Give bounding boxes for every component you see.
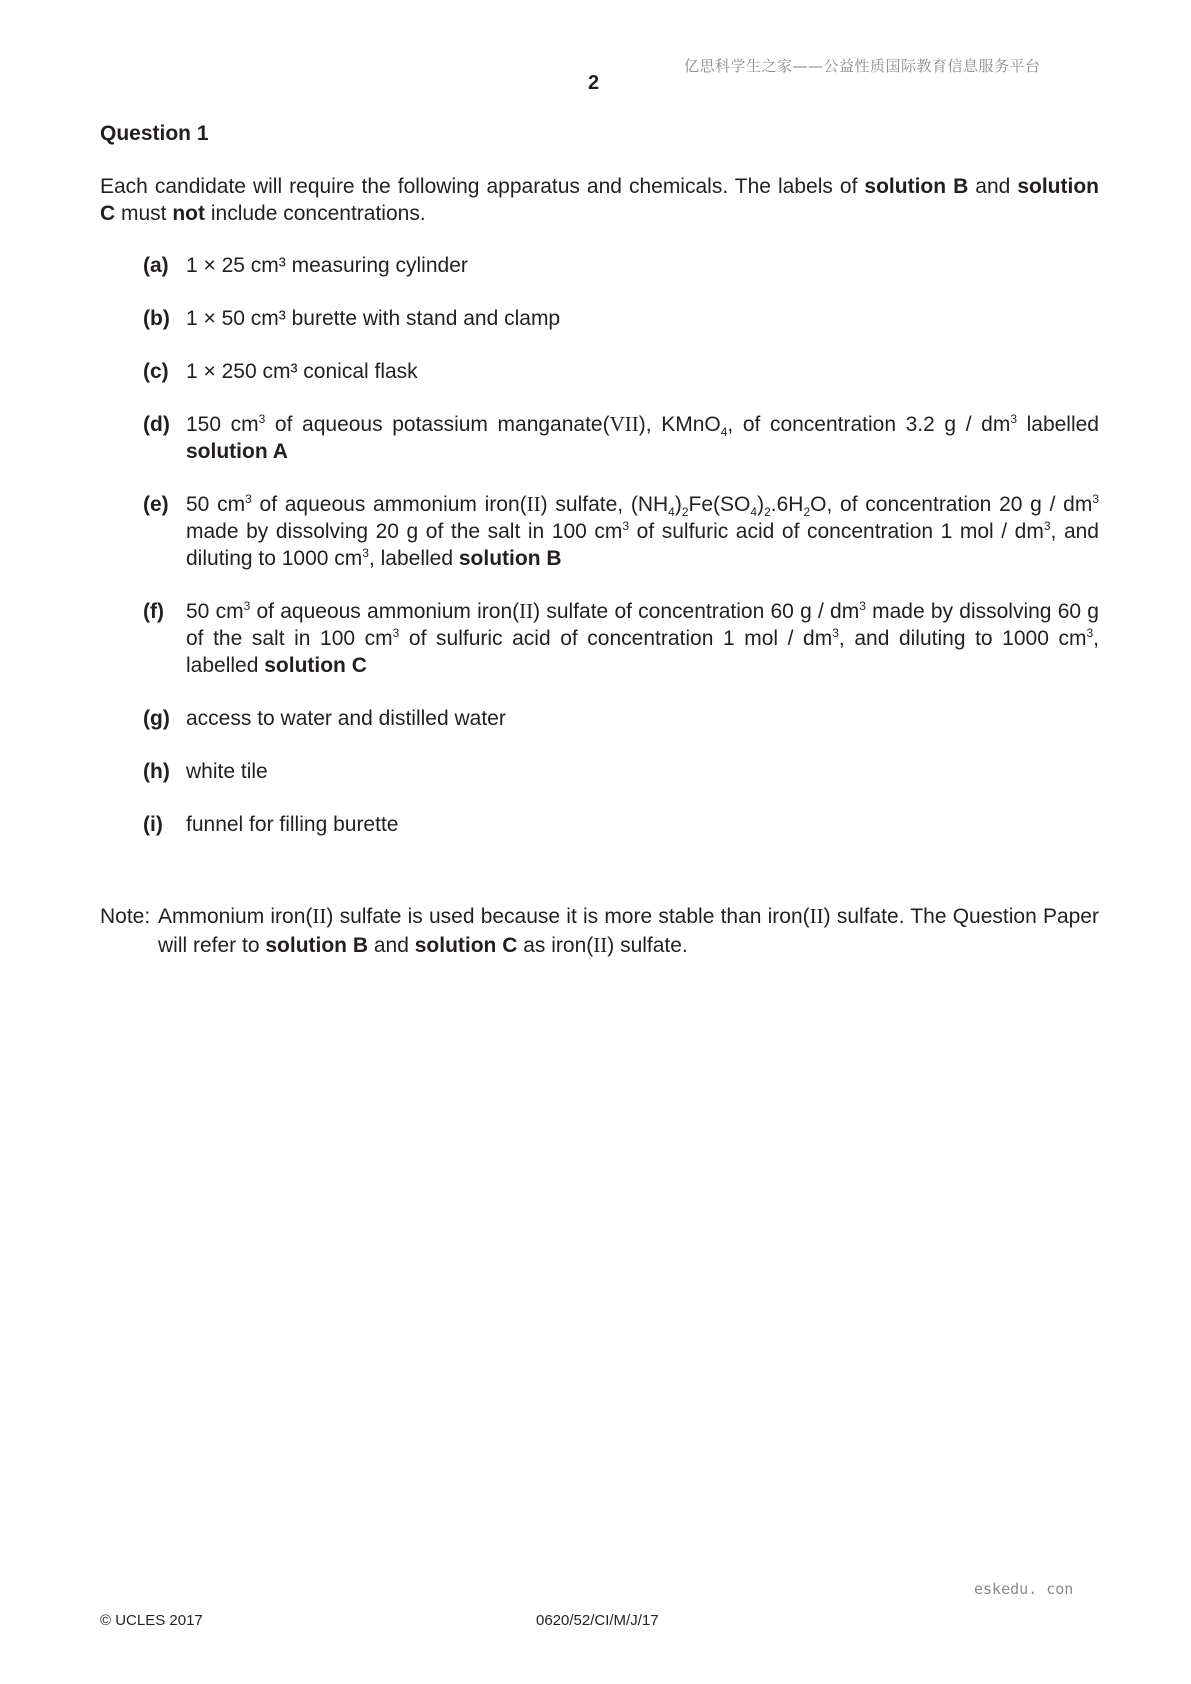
item-label: (b) <box>143 307 170 330</box>
page-number: 2 <box>588 72 600 94</box>
list-item <box>100 598 1099 679</box>
item-text: access to water and distilled water <box>186 707 506 730</box>
list-item <box>100 252 1099 279</box>
list-item <box>100 411 1099 465</box>
list-item <box>100 758 1099 785</box>
note-label: Note: <box>100 905 151 928</box>
footer-copyright: © UCLES 2017 <box>100 1612 203 1629</box>
header-watermark: 亿思科学生之家——公益性质国际教育信息服务平台 <box>684 57 1041 75</box>
list-item <box>100 491 1099 572</box>
list-item <box>100 705 1099 732</box>
item-text: funnel for filling burette <box>186 813 399 836</box>
item-text: 50 $cm^3$ of aqueous ammonium iron(II) sulfate, $(NH_4)_2Fe(SO_4)_2.6H_2O$, of concentration 20 g / $dm^3$ made by dissolving 20 g of the salt in 100 $cm^3$ of sulfuric acid of concentration 1 mol / $dm^3$, and diluting to 1000 $cm^3$, labelled solution B <box>186 492 1099 570</box>
list-item <box>100 305 1099 332</box>
question-intro: Each candidate will require the following apparatus and chemicals. The labels of solution B and solution C must not include concentrations. <box>100 175 1099 225</box>
footer-code: 0620/52/CI/M/J/17 <box>536 1612 659 1629</box>
note <box>100 902 1099 960</box>
item-label: (i) <box>143 813 163 836</box>
apparatus-list <box>100 252 1099 864</box>
item-label: (c) <box>143 360 169 383</box>
item-label: (d) <box>143 413 170 436</box>
footer-watermark: eskedu. con <box>974 1580 1074 1598</box>
item-text: 50 $cm^3$ of aqueous ammonium iron(II) sulfate of concentration 60 g / $dm^3$ made by dissolving 60 g of the salt in 100 $cm^3$ of sulfuric acid of concentration 1 mol / $dm^3$, and diluting to 1000 $cm^3$, labelled solution C <box>186 599 1099 677</box>
item-text: 1 × 250 cm³ conical flask <box>186 360 418 383</box>
item-label: (a) <box>143 254 169 277</box>
item-label: (e) <box>143 493 169 516</box>
item-text: 1 × 50 cm³ burette with stand and clamp <box>186 307 561 330</box>
list-item <box>100 811 1099 838</box>
question-title: Question 1 <box>100 122 209 145</box>
note-text: Ammonium iron(II) sulfate is used because it is more stable than iron(II) sulfate. The Question Paper will refer to solution B and solution C as iron(II) sulfate. <box>158 904 1099 957</box>
item-text: 150 $cm^3$ of aqueous potassium manganate(VII), KMnO$_4$, of concentration 3.2 g / $dm^3$ labelled solution A <box>186 412 1099 463</box>
item-text: white tile <box>186 760 268 783</box>
item-label: (f) <box>143 600 164 623</box>
list-item <box>100 358 1099 385</box>
item-label: (g) <box>143 707 170 730</box>
item-label: (h) <box>143 760 170 783</box>
item-text: 1 × 25 cm³ measuring cylinder <box>186 254 468 277</box>
